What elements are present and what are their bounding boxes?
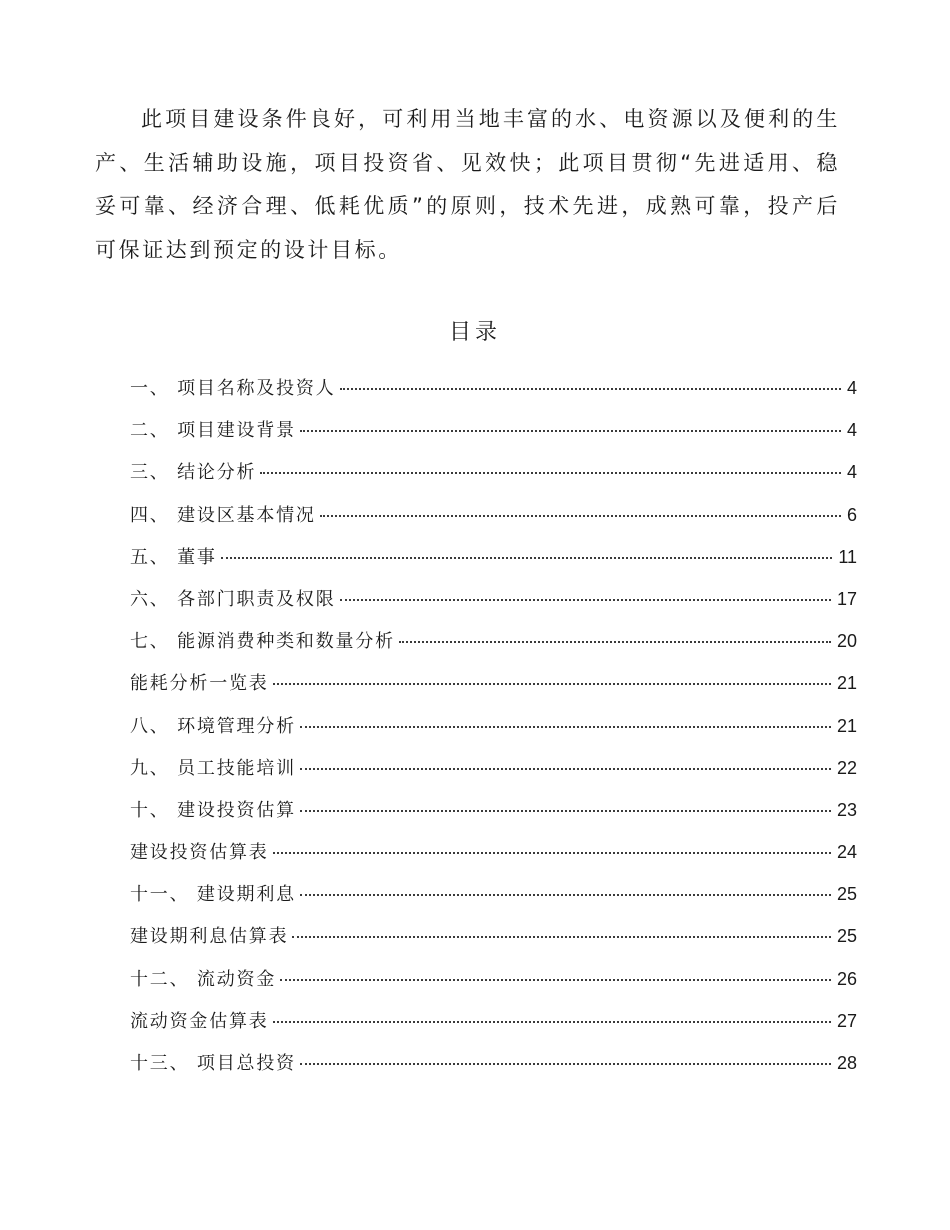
toc-entry-label: 十二、 流动资金 xyxy=(130,968,277,990)
toc-entry[interactable] xyxy=(130,543,857,585)
dot-leader xyxy=(300,1063,831,1065)
toc-entry[interactable] xyxy=(130,585,857,627)
table-of-contents xyxy=(130,374,857,1091)
toc-entry-page: 22 xyxy=(836,757,857,778)
toc-entry[interactable] xyxy=(130,796,857,838)
toc-entry-label: 四、 建设区基本情况 xyxy=(130,504,316,526)
dot-leader xyxy=(292,936,831,938)
toc-entry-page: 24 xyxy=(836,842,857,863)
toc-entry-page: 4 xyxy=(846,462,857,483)
dot-leader xyxy=(273,1021,831,1023)
toc-entry-label: 十一、 建设期利息 xyxy=(130,884,296,906)
toc-entry[interactable] xyxy=(130,712,857,754)
toc-entry-page: 6 xyxy=(846,504,857,525)
toc-entry[interactable] xyxy=(130,1049,857,1091)
toc-entry-label: 二、 项目建设背景 xyxy=(130,420,296,442)
toc-entry[interactable] xyxy=(130,838,857,880)
dot-leader xyxy=(273,852,831,854)
toc-entry-label: 七、 能源消费种类和数量分析 xyxy=(130,631,395,653)
dot-leader xyxy=(320,515,841,517)
toc-entry-label: 建设投资估算表 xyxy=(130,842,269,864)
toc-entry-page: 11 xyxy=(838,546,857,567)
dot-leader xyxy=(300,430,841,432)
dot-leader xyxy=(300,726,831,728)
toc-entry-label: 建设期利息估算表 xyxy=(130,926,289,948)
toc-entry-label: 九、 员工技能培训 xyxy=(130,757,296,779)
toc-entry-page: 4 xyxy=(846,420,857,441)
toc-entry-label: 十三、 项目总投资 xyxy=(130,1053,296,1074)
toc-entry-label: 六、 各部门职责及权限 xyxy=(130,588,336,610)
toc-entry[interactable] xyxy=(130,458,857,500)
toc-entry-page: 25 xyxy=(836,926,857,947)
dot-leader xyxy=(273,683,831,685)
toc-entry-page: 23 xyxy=(836,799,857,820)
dot-leader xyxy=(221,557,833,559)
toc-entry-page: 21 xyxy=(836,715,857,736)
toc-title: 目录 xyxy=(448,320,501,345)
toc-entry-page: 28 xyxy=(836,1053,857,1073)
toc-entry[interactable] xyxy=(130,1007,857,1049)
toc-entry[interactable] xyxy=(130,880,857,922)
toc-entry-label: 五、 董事 xyxy=(130,546,217,568)
intro-section xyxy=(95,98,840,272)
dot-leader xyxy=(260,472,841,474)
dot-leader xyxy=(340,599,831,601)
dot-leader xyxy=(300,810,831,812)
dot-leader xyxy=(340,388,841,390)
toc-entry-page: 27 xyxy=(836,1010,857,1031)
toc-entry-label: 八、 环境管理分析 xyxy=(130,715,296,737)
toc-entry[interactable] xyxy=(130,965,857,1007)
toc-entry-page: 4 xyxy=(846,378,857,398)
dot-leader xyxy=(399,641,831,643)
toc-entry-page: 25 xyxy=(836,884,857,905)
toc-entry-label: 三、 结论分析 xyxy=(130,462,257,484)
toc-entry[interactable] xyxy=(130,754,857,796)
toc-entry-label: 一、 项目名称及投资人 xyxy=(130,378,336,399)
dot-leader xyxy=(280,979,831,981)
toc-entry-page: 21 xyxy=(836,673,857,694)
toc-entry-label: 流动资金估算表 xyxy=(130,1010,269,1032)
toc-entry[interactable] xyxy=(130,416,857,458)
intro-paragraph: 此项目建设条件良好，可利用当地丰富的水、电资源以及便利的生产、生活辅助设施，项目投资省、见效快；此项目贯彻“先进适用、稳妥可靠、经济合理、低耗优质”的原则，技术先进，成熟可靠，投产后可保证达到预定的设计目标。 xyxy=(95,107,840,262)
toc-entry-label: 十、 建设投资估算 xyxy=(130,799,296,821)
toc-entry-page: 20 xyxy=(836,631,857,652)
toc-entry-page: 26 xyxy=(836,968,857,989)
toc-entry[interactable] xyxy=(130,501,857,543)
dot-leader xyxy=(300,768,831,770)
toc-entry[interactable] xyxy=(130,374,857,416)
toc-entry-label: 能耗分析一览表 xyxy=(130,673,269,695)
toc-entry[interactable] xyxy=(130,669,857,711)
dot-leader xyxy=(300,894,831,896)
toc-entry[interactable] xyxy=(130,627,857,669)
toc-entry[interactable] xyxy=(130,922,857,964)
toc-entry-page: 17 xyxy=(836,588,857,609)
